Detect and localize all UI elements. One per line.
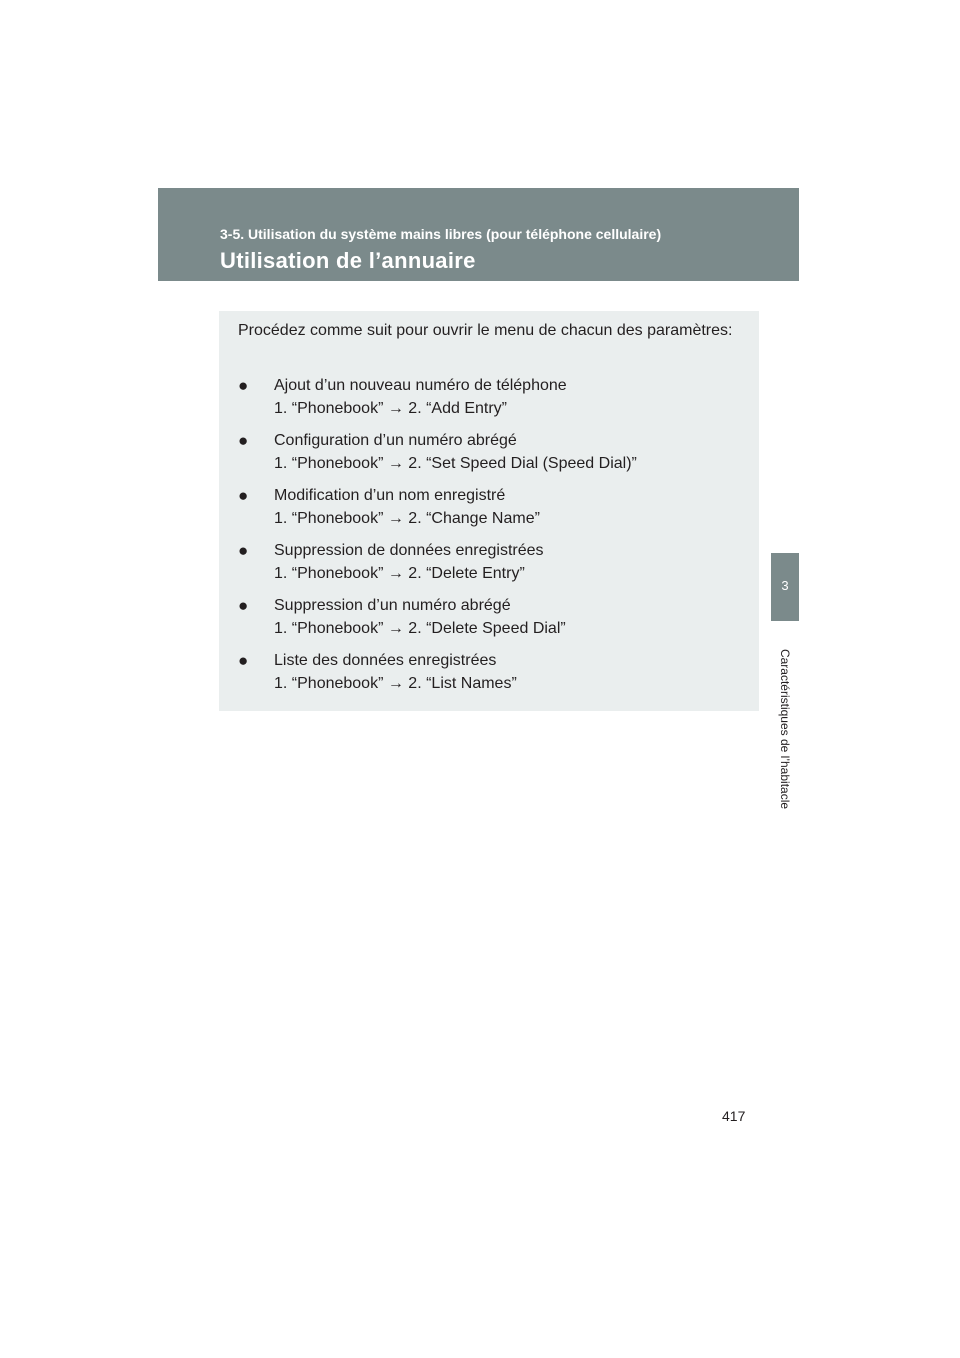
item-title: Configuration d’un numéro abrégé (274, 432, 517, 449)
bullet-icon: ● (238, 651, 249, 670)
item-title: Liste des données enregistrées (274, 652, 497, 669)
item-menu-path: 1. “Phonebook” → 2. “Add Entry” (274, 400, 507, 417)
bullet-icon: ● (238, 431, 249, 450)
chapter-tab (771, 553, 799, 621)
bullet-icon: ● (238, 541, 249, 560)
bullet-icon: ● (238, 376, 249, 395)
intro-text: Procédez comme suit pour ouvrir le menu de chacun des paramètres: (238, 322, 733, 339)
info-box (219, 311, 759, 711)
page-title: Utilisation de l’annuaire (220, 248, 476, 273)
item-menu-path: 1. “Phonebook” → 2. “List Names” (274, 675, 517, 692)
section-label: 3-5. Utilisation du système mains libres (pour téléphone cellulaire) (220, 226, 662, 242)
item-title: Suppression de données enregistrées (274, 542, 544, 559)
chapter-title: Caractéristiques de l’habitacle (778, 648, 792, 810)
bullet-icon: ● (238, 596, 249, 615)
item-title: Modification d’un nom enregistré (274, 487, 506, 504)
chapter-number: 3 (781, 578, 789, 593)
bullet-icon: ● (238, 486, 249, 505)
item-menu-path: 1. “Phonebook” → 2. “Set Speed Dial (Speed Dial)” (274, 455, 637, 472)
item-title: Suppression d’un numéro abrégé (274, 597, 511, 614)
page-number: 417 (722, 1108, 746, 1124)
item-menu-path: 1. “Phonebook” → 2. “Delete Speed Dial” (274, 620, 566, 637)
item-title: Ajout d’un nouveau numéro de téléphone (274, 377, 567, 394)
item-menu-path: 1. “Phonebook” → 2. “Change Name” (274, 510, 540, 527)
item-menu-path: 1. “Phonebook” → 2. “Delete Entry” (274, 565, 525, 582)
header-band (158, 188, 799, 281)
